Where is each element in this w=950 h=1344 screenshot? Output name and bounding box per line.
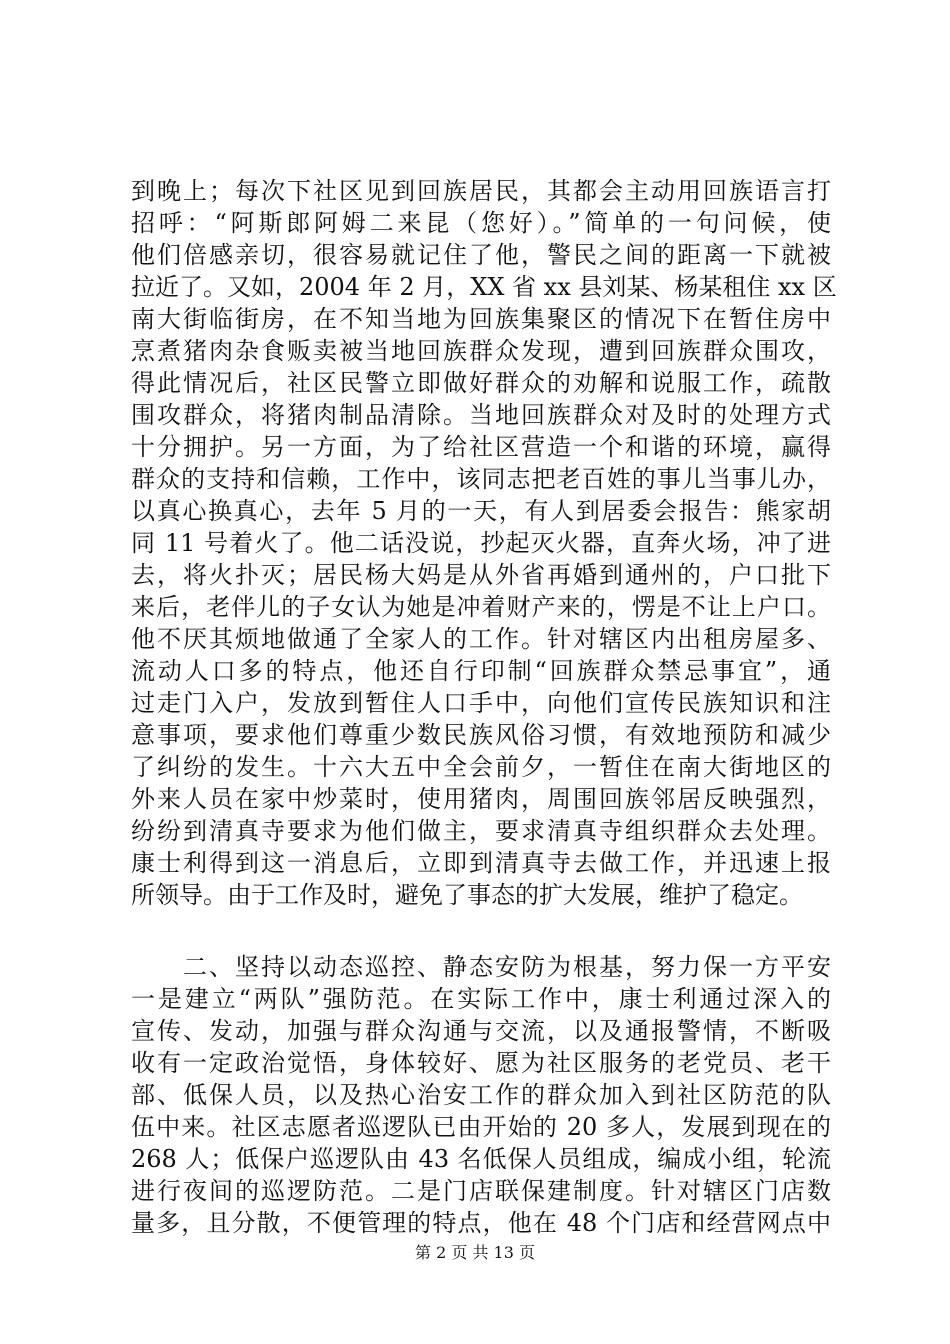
text-line: 了纠纷的发生。十六大五中全会前夕，一暂住在南大街地区的	[131, 753, 831, 781]
text-line: 南大街临街房，在不知当地为回族集聚区的情况下在暂住房中	[131, 305, 831, 333]
text-line: 拉近了。又如，2004 年 2 月，XX 省 xx 县刘某、杨某租住 xx 区	[131, 273, 837, 301]
text-line: 得此情况后，社区民警立即做好群众的劝解和说服工作，疏散	[131, 369, 831, 397]
page-footer	[0, 1242, 950, 1264]
text-line: 同 11 号着火了。他二话没说，抄起灭火器，直奔火场，冲了进	[131, 529, 831, 557]
text-line: 部、低保人员，以及热心治安工作的群众加入到社区防范的队	[131, 1081, 831, 1109]
paragraph-2	[131, 951, 831, 1239]
text-line: 所领导。由于工作及时，避免了事态的扩大发展，维护了稳定。	[131, 881, 803, 909]
text-line: 他们倍感亲切，很容易就记住了他，警民之间的距离一下就被	[131, 241, 831, 269]
text-line: 以真心换真心，去年 5 月的一天，有人到居委会报告：熊家胡	[131, 497, 831, 525]
text-line: 宣传、发动，加强与群众沟通与交流，以及通报警情，不断吸	[131, 1017, 831, 1045]
text-line: 到晚上；每次下社区见到回族居民，其都会主动用回族语言打	[131, 177, 831, 205]
text-line: 流动人口多的特点，他还自行印制“回族群众禁忌事宜”，通	[131, 657, 831, 685]
text-line: 来后，老伴儿的子女认为她是冲着财产来的，愣是不让上户口。	[131, 593, 831, 621]
paragraph-1	[131, 175, 837, 911]
text-line: 他不厌其烦地做通了全家人的工作。针对辖区内出租房屋多、	[131, 625, 831, 653]
text-line: 意事项，要求他们尊重少数民族风俗习惯，有效地预防和减少	[131, 721, 831, 749]
text-line: 量多，且分散，不便管理的特点，他在 48 个门店和经营网点中	[131, 1209, 831, 1237]
text-line: 十分拥护。另一方面，为了给社区营造一个和谐的环境，赢得	[131, 433, 831, 461]
text-line: 围攻群众，将猪肉制品清除。当地回族群众对及时的处理方式	[131, 401, 831, 429]
text-line: 过走门入户，发放到暂住人口手中，向他们宣传民族知识和注	[131, 689, 831, 717]
text-line: 康士利得到这一消息后，立即到清真寺去做工作，并迅速上报	[131, 849, 831, 877]
text-line: 去，将火扑灭；居民杨大妈是从外省再婚到通州的，户口批下	[131, 561, 831, 589]
text-line: 进行夜间的巡逻防范。二是门店联保建制度。针对辖区门店数	[131, 1177, 831, 1205]
text-line: 烹煮猪肉杂食贩卖被当地回族群众发现，遭到回族群众围攻，	[131, 337, 831, 365]
text-line: 招呼：“阿斯郎阿姆二来昆（您好）。”简单的一句问候，使	[131, 209, 831, 237]
document-body	[131, 175, 837, 1239]
text-line: 纷纷到清真寺要求为他们做主，要求清真寺组织群众去处理。	[131, 817, 831, 845]
page-number-label: 第 2 页 共 13 页	[415, 1243, 535, 1262]
text-line: 伍中来。社区志愿者巡逻队已由开始的 20 多人，发展到现在的	[131, 1113, 831, 1141]
paragraph-spacer	[131, 911, 831, 951]
text-line: 268 人；低保户巡逻队由 43 名低保人员组成，编成小组，轮流	[131, 1145, 831, 1173]
text-line: 群众的支持和信赖，工作中，该同志把老百姓的事儿当事儿办，	[131, 465, 831, 493]
text-line: 收有一定政治觉悟，身体较好、愿为社区服务的老党员、老干	[131, 1049, 831, 1077]
text-line: 一是建立“两队”强防范。在实际工作中，康士利通过深入的	[131, 985, 831, 1013]
text-line: 外来人员在家中炒菜时，使用猪肉，周围回族邻居反映强烈，	[131, 785, 831, 813]
text-line: 二、坚持以动态巡控、静态安防为根基，努力保一方平安	[131, 953, 831, 981]
